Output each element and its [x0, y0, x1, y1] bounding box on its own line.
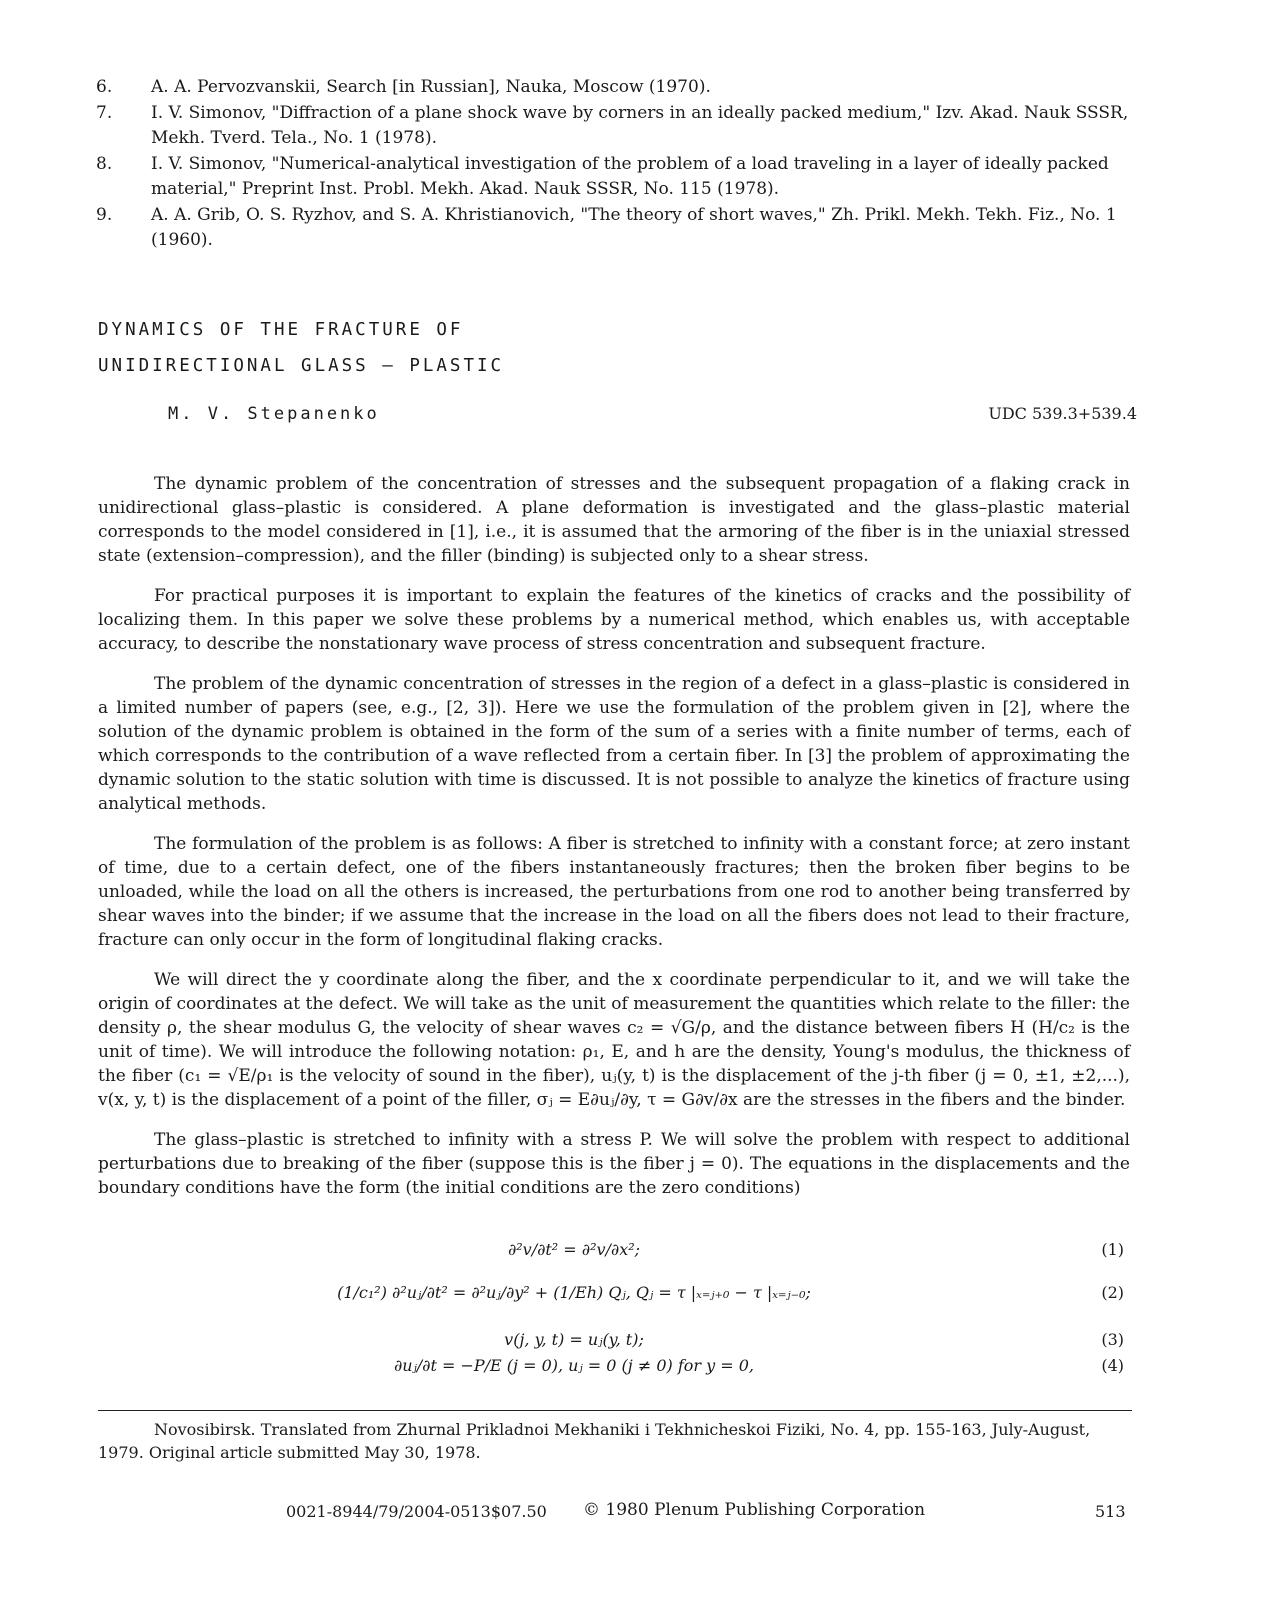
reference-number: 9.: [96, 205, 113, 225]
equation-1: [98, 1240, 1130, 1268]
equation-3: [98, 1330, 1130, 1358]
reference-text: I. V. Simonov, "Numerical-analytical investigation of the problem of a load traveling in a layer of ideally packed material," Preprint Inst. Probl. Mekh. Akad. Nauk SSSR, No. 115 (1978).: [151, 154, 1109, 199]
article-body: [98, 472, 1130, 1216]
equation-expression: ∂uⱼ/∂t = −P/E (j = 0), uⱼ = 0 (j ≠ 0) for y = 0,: [393, 1356, 754, 1375]
equation-number: (3): [1101, 1330, 1124, 1349]
article-title-line-1: DYNAMICS OF THE FRACTURE OF: [98, 320, 464, 340]
reference-number: 8.: [96, 154, 113, 174]
reference-list: [96, 75, 1136, 254]
reference-item: [96, 101, 1136, 151]
body-paragraph: For practical purposes it is important to explain the features of the kinetics of cracks and the possibility of localizing them. In this paper we solve these problems by a numerical method, which enables us, with acceptable accuracy, to describe the nonstationary wave process of stress concentration and subsequent fracture.: [98, 586, 1130, 654]
reference-item: [96, 152, 1136, 202]
reference-text: I. V. Simonov, "Diffraction of a plane shock wave by corners in an ideally packed medium," Izv. Akad. Nauk SSSR, Mekh. Tverd. Tela., No. 1 (1978).: [151, 103, 1129, 148]
article-author: M. V. Stepanenko: [168, 404, 380, 424]
equation-expression: ∂²v/∂t² = ∂²v/∂x²;: [507, 1240, 641, 1259]
reference-text: A. A. Pervozvanskii, Search [in Russian], Nauka, Moscow (1970).: [151, 77, 711, 97]
body-paragraph: The glass–plastic is stretched to infinity with a stress P. We will solve the problem with respect to additional perturbations due to breaking of the fiber (suppose this is the fiber j = 0). The equations in the displacements and the boundary conditions have the form (the initial conditions are the zero conditions): [98, 1130, 1130, 1198]
equation-number: (4): [1101, 1356, 1124, 1375]
body-paragraph: The dynamic problem of the concentration of stresses and the subsequent propagation of a flaking crack in unidirectional glass–plastic is considered. A plane deformation is investigated and the glass–plastic material corresponds to the model considered in [1], i.e., it is assumed that the armoring of the fiber is in the uniaxial stressed state (extension–compression), and the filler (binding) is subjected only to a shear stress.: [98, 474, 1130, 566]
body-paragraph: The problem of the dynamic concentration of stresses in the region of a defect in a glass–plastic is considered in a limited number of papers (see, e.g., [2, 3]). Here we use the formulation of the problem given in [2], where the solution of the dynamic problem is obtained in the form of the sum of a series with a finite number of terms, each of which corresponds to the contribution of a wave reflected from a certain fiber. In [3] the problem of approximating the dynamic solution to the static solution with time is discussed. It is not possible to analyze the kinetics of fracture using analytical methods.: [98, 674, 1130, 814]
equation-4: [98, 1356, 1130, 1384]
equation-expression: (1/c₁²) ∂²uⱼ/∂t² = ∂²uⱼ/∂y² + (1/Eh) Qⱼ, Qⱼ = τ |ₓ₌ⱼ₊₀ − τ |ₓ₌ⱼ₋₀;: [337, 1283, 811, 1302]
reference-item: [96, 203, 1136, 253]
equation-expression: v(j, y, t) = uⱼ(y, t);: [504, 1330, 644, 1349]
footnote: Novosibirsk. Translated from Zhurnal Prikladnoi Mekhaniki i Tekhnicheskoi Fiziki, No. 4, pp. 155-163, July-August, 1979. Original article submitted May 30, 1978.: [98, 1420, 1091, 1462]
reference-text: A. A. Grib, O. S. Ryzhov, and S. A. Khristianovich, "The theory of short waves," Zh. Prikl. Mekh. Tekh. Fiz., No. 1 (1960).: [151, 205, 1117, 250]
page-number: 513: [1095, 1502, 1126, 1521]
article-title-line-2: UNIDIRECTIONAL GLASS – PLASTIC: [98, 356, 505, 376]
reference-number: 7.: [96, 103, 113, 123]
udc-code: UDC 539.3+539.4: [988, 404, 1137, 423]
copyright-notice: © 1980 Plenum Publishing Corporation: [583, 1500, 926, 1520]
footnote-divider: [98, 1410, 1132, 1411]
reference-number: 6.: [96, 77, 113, 97]
publication-code: 0021-8944/79/2004-0513$07.50: [286, 1502, 547, 1521]
body-paragraph: The formulation of the problem is as follows: A fiber is stretched to infinity with a constant force; at zero instant of time, due to a certain defect, one of the fibers instantaneously fractures; then the broken fiber begins to be unloaded, while the load on all the others is increased, the perturbations from one rod to another being transferred by shear waves into the binder; if we assume that the increase in the load on all the fibers does not lead to their fracture, fracture can only occur in the form of longitudinal flaking cracks.: [98, 834, 1130, 950]
body-paragraph: We will direct the y coordinate along the fiber, and the x coordinate perpendicular to it, and we will take the origin of coordinates at the defect. We will take as the unit of measurement the quantities which relate to the filler: the density ρ, the shear modulus G, the velocity of shear waves c₂ = √G/ρ, and the distance between fibers H (H/c₂ is the unit of time). We will introduce the following notation: ρ₁, E, and h are the density, Young's modulus, the thickness of the fiber (c₁ = √E/ρ₁ is the velocity of sound in the fiber), uⱼ(y, t) is the displacement of the j-th fiber (j = 0, ±1, ±2,...), v(x, y, t) is the displacement of a point of the filler, σⱼ = E∂uⱼ/∂y, τ = G∂v/∂x are the stresses in the fibers and the binder.: [98, 970, 1130, 1110]
equation-2: [98, 1283, 1130, 1311]
reference-item: [96, 75, 1136, 100]
equation-number: (2): [1101, 1283, 1124, 1302]
equation-number: (1): [1101, 1240, 1124, 1259]
